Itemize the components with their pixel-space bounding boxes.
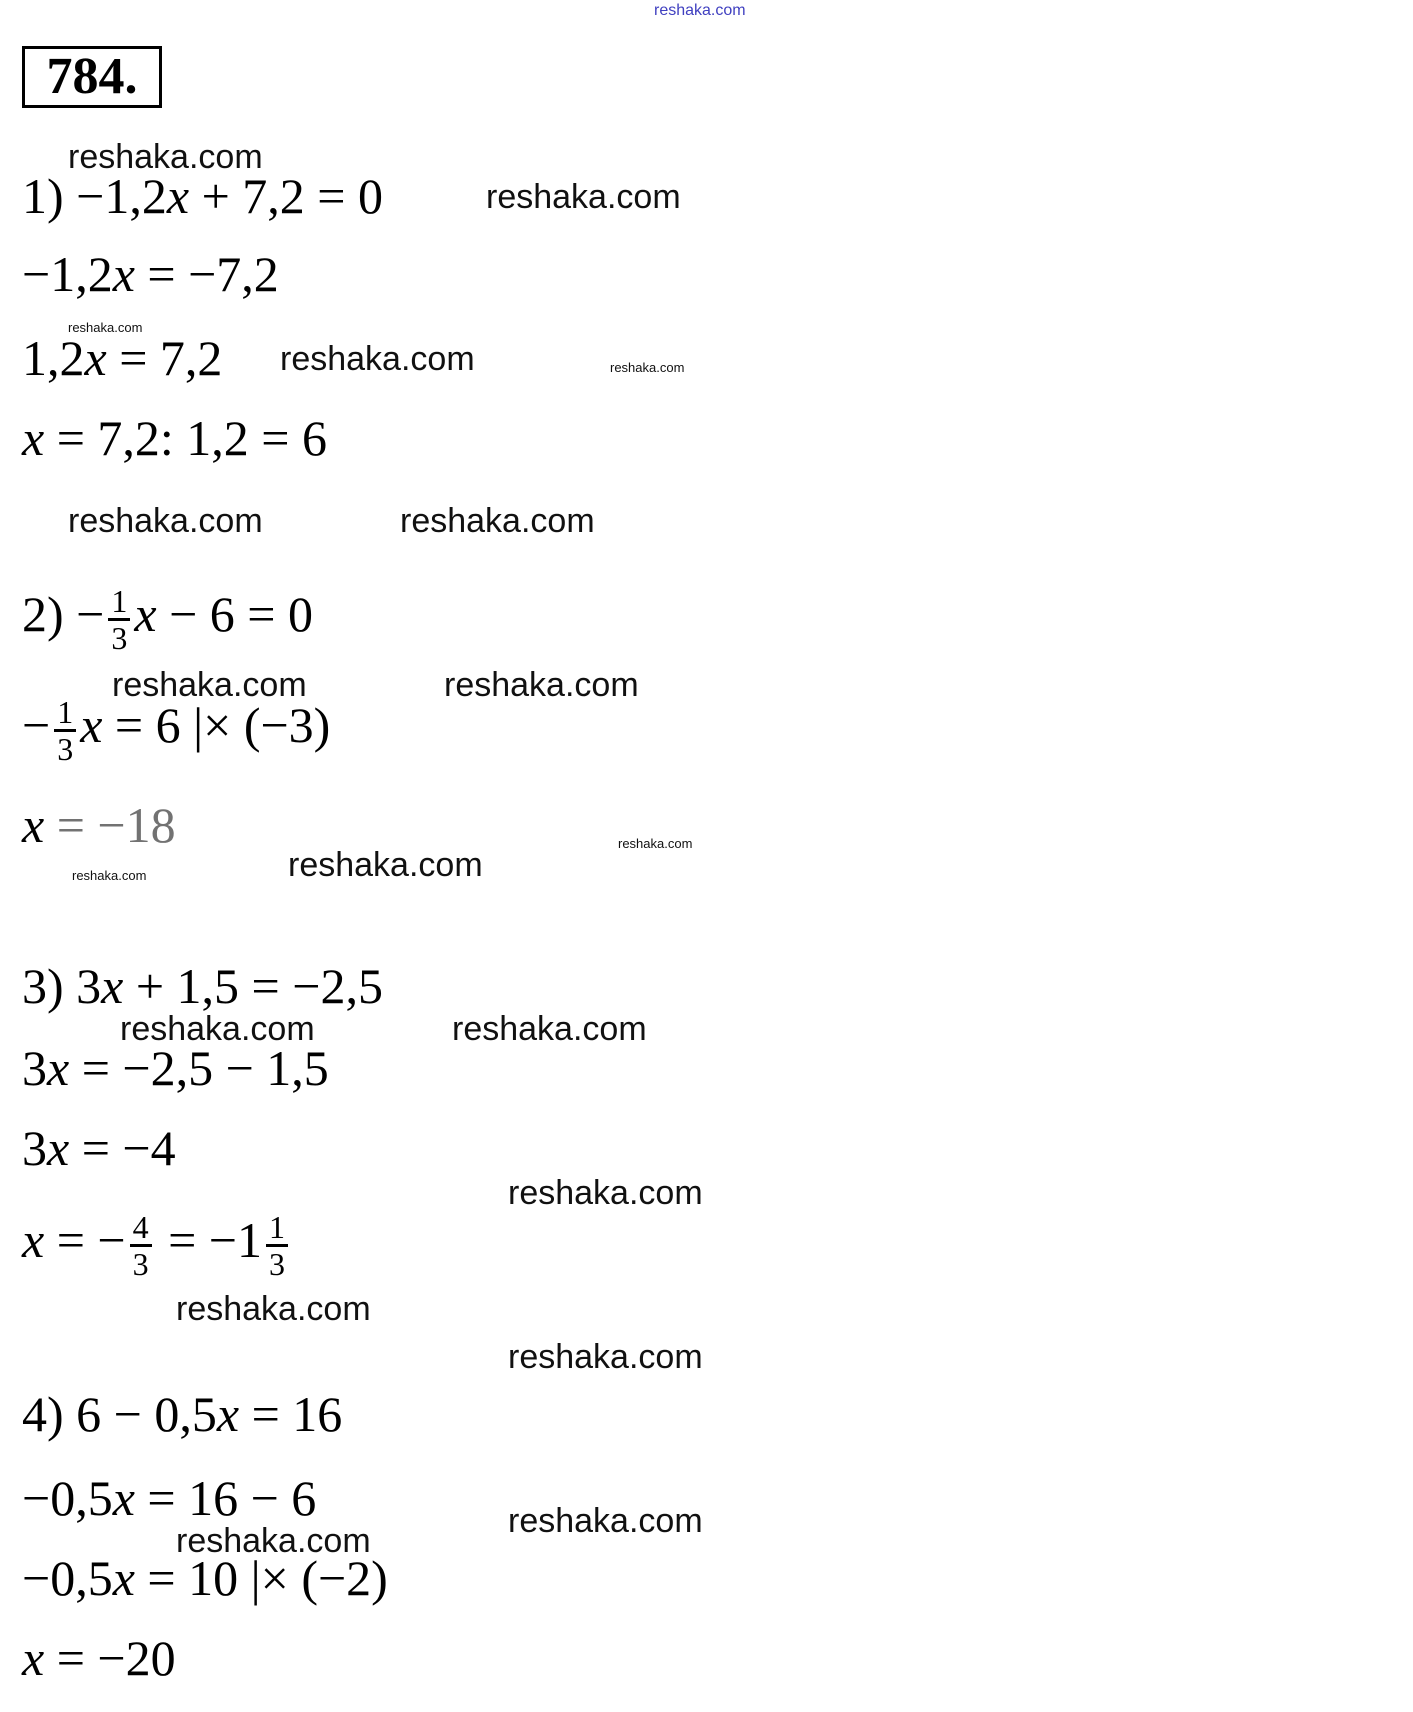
fraction: $\frac{1}{3}$ xyxy=(108,584,130,655)
watermark: reshaka.com xyxy=(508,1502,703,1540)
fraction: $\frac{1}{3}$ xyxy=(266,1210,288,1281)
part1-line3: 1,2x = 7,2 xyxy=(22,330,223,386)
part3-line2: 3x = −2,5 − 1,5 xyxy=(22,1040,329,1096)
part3-line3: 3x = −4 xyxy=(22,1120,176,1176)
watermark: reshaka.com xyxy=(68,502,263,540)
watermark: reshaka.com xyxy=(176,1290,371,1328)
watermark: reshaka.com xyxy=(508,1338,703,1376)
watermark: reshaka.com xyxy=(280,340,475,378)
watermark: reshaka.com xyxy=(486,178,681,216)
part4-line2: −0,5x = 16 − 6 xyxy=(22,1470,317,1526)
part4-line4: x = −20 xyxy=(22,1630,176,1686)
watermark: reshaka.com xyxy=(288,846,483,884)
part1-line2: −1,2x = −7,2 xyxy=(22,246,279,302)
part1-line1: 1) −1,2x + 7,2 = 0 xyxy=(22,168,383,224)
watermark: reshaka.com xyxy=(68,320,143,335)
part3-line4: x = − $\frac{4}{3}$ = −1 $\frac{1}{3}$ xyxy=(22,1210,292,1281)
part1-line4: x = 7,2: 1,2 = 6 xyxy=(22,410,327,466)
watermark: reshaka.com xyxy=(72,868,147,883)
watermark: reshaka.com xyxy=(452,1010,647,1048)
part3-line1: 3) 3x + 1,5 = −2,5 xyxy=(22,958,383,1014)
watermark: reshaka.com xyxy=(618,836,693,851)
part4-line1: 4) 6 − 0,5x = 16 xyxy=(22,1386,343,1442)
fraction: $\frac{1}{3}$ xyxy=(54,695,76,766)
fraction: $\frac{4}{3}$ xyxy=(130,1210,152,1281)
part2-line3: x = −18 xyxy=(22,797,176,853)
site-mark[interactable]: reshaka.com xyxy=(654,2,746,19)
watermark: reshaka.com xyxy=(176,1522,371,1560)
problem-number: 784. xyxy=(22,46,162,108)
watermark: reshaka.com xyxy=(120,1010,315,1048)
watermark: reshaka.com xyxy=(508,1174,703,1212)
part2-line1: 2) − $\frac{1}{3}$ x − 6 = 0 xyxy=(22,583,313,656)
watermark: reshaka.com xyxy=(112,666,307,704)
watermark: reshaka.com xyxy=(444,666,639,704)
part4-line3: −0,5x = 10 |× (−2) xyxy=(22,1550,388,1606)
watermark: reshaka.com xyxy=(68,138,263,176)
watermark: reshaka.com xyxy=(610,360,685,375)
watermark: reshaka.com xyxy=(400,502,595,540)
part2-line2: − $\frac{1}{3}$ x = 6 |× (−3) xyxy=(22,694,331,767)
